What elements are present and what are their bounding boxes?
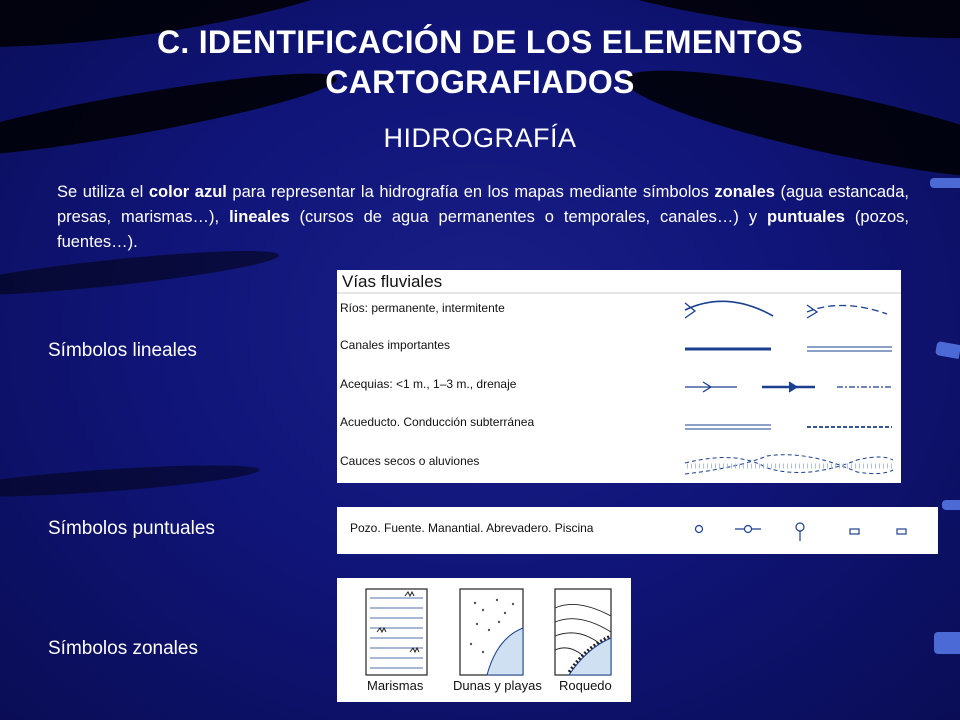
dunes-beach-symbol [460, 589, 523, 675]
river-permanent-symbol [685, 301, 773, 316]
point-symbols-panel [337, 507, 938, 554]
edge-decoration [935, 341, 960, 359]
caption-roquedo: Roquedo [559, 678, 612, 693]
trough-symbol [850, 529, 859, 534]
panel-heading: Vías fluviales [342, 272, 443, 291]
paragraph-bold: puntuales [767, 208, 845, 226]
area-symbols-panel [337, 578, 631, 702]
river-intermittent-symbol [807, 305, 887, 314]
paragraph-bold: color azul [148, 183, 227, 201]
paragraph-text: (agua estancada, presas, marismas…), [57, 183, 909, 226]
legend-row-label: Acueducto. Conducción subterránea [340, 415, 535, 429]
paragraph-text: para representar la hidrografía en los mapas mediante símbolos [226, 183, 715, 201]
edge-decoration [942, 500, 960, 510]
paragraph-bold: lineales [229, 208, 290, 226]
slide-title [0, 22, 960, 102]
legend-row-label: Cauces secos o aluviones [340, 454, 480, 468]
slide-subtitle: HIDROGRAFÍA [383, 123, 577, 153]
legend-row-label: Canales importantes [340, 338, 451, 352]
title-line-2: CARTOGRAFIADOS [325, 64, 635, 100]
point-symbols-drawing [337, 507, 938, 554]
linear-symbols-drawing [337, 270, 901, 483]
label-puntuales: Símbolos puntuales [48, 518, 215, 539]
label-lineales: Símbolos lineales [48, 340, 197, 361]
intro-paragraph [57, 180, 909, 255]
well-symbol [696, 526, 703, 533]
spring-symbol [796, 523, 804, 531]
edge-decoration [930, 178, 960, 188]
legend-row-label: Acequias: <1 m., 1–3 m., drenaje [340, 377, 517, 391]
marsh-symbol [366, 589, 427, 675]
background-streak [0, 459, 260, 503]
dry-bed-symbol [685, 457, 893, 473]
paragraph-text: (pozos, fuentes…). [57, 208, 910, 251]
title-line-1: C. IDENTIFICACIÓN DE LOS ELEMENTOS [156, 24, 804, 60]
caption-dunas: Dunas y playas [453, 678, 542, 693]
paragraph-bold: zonales [714, 183, 775, 201]
label-zonales: Símbolos zonales [48, 638, 198, 659]
legend-row-label: Ríos: permanente, intermitente [340, 301, 505, 315]
legend-row-label: Pozo. Fuente. Manantial. Abrevadero. Piscina [350, 521, 594, 535]
pool-symbol [897, 529, 906, 534]
paragraph-text: (cursos de agua permanentes o temporales, canales…) y [289, 208, 768, 226]
rock-symbol [555, 589, 611, 675]
paragraph-text: Se utiliza el [57, 183, 149, 201]
edge-decoration [934, 632, 960, 654]
caption-marismas: Marismas [367, 678, 424, 693]
linear-symbols-panel [337, 270, 901, 483]
